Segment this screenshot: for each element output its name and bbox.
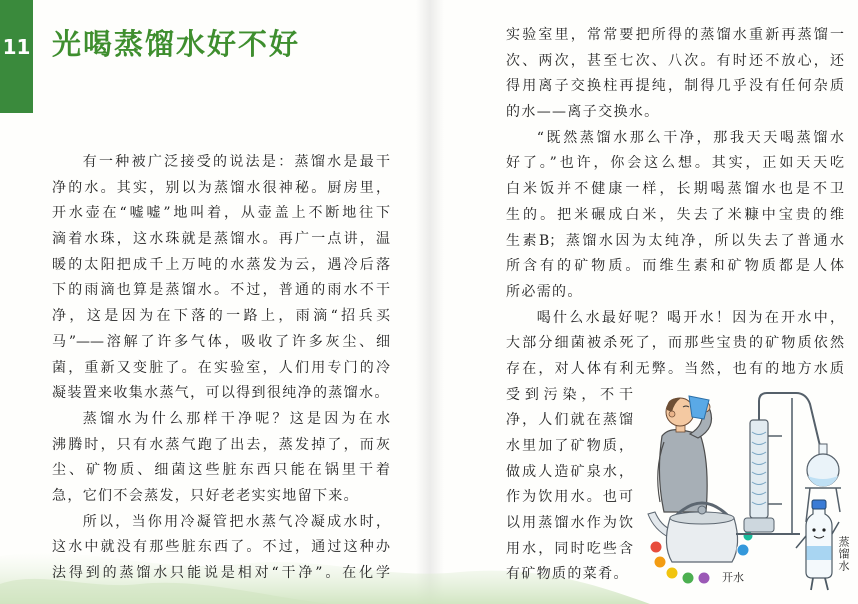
left-page-body — [52, 150, 390, 587]
text-line: 以用蒸馏水作为饮 — [506, 515, 633, 532]
text-line: 水里加了矿物质， — [506, 438, 633, 454]
text-line: 这水中就没有那些脏东西了。不过，通过这种办 — [52, 539, 390, 556]
page-number: 11 — [2, 35, 31, 59]
page-number-tab — [0, 0, 33, 113]
text-line: 生素B；蒸馏水因为太纯净，所以失去了普通水 — [506, 232, 844, 249]
text-line: 白米饭并不健康一样，长期喝蒸馏水也是不卫 — [506, 181, 844, 198]
paragraph — [52, 407, 390, 510]
book-gutter — [416, 0, 444, 604]
text-line: 马”——溶解了许多气体，吸收了许多灰尘、细 — [52, 333, 390, 350]
text-line: 好了。”也许，你会这么想。其实，正如天天吃 — [506, 155, 844, 172]
text-line: 净的水。其实，别以为蒸馏水很神秘。厨房里， — [52, 179, 390, 196]
text-line: 凝装置来收集水蒸气，可以得到很纯净的蒸馏水。 — [52, 385, 390, 402]
text-line: 急，它们不会蒸发，只好老老实实地留下来。 — [52, 487, 359, 504]
paragraph — [506, 126, 844, 306]
text-line: 所以，当你用冷凝管把水蒸气冷凝成水时， — [82, 513, 390, 530]
text-line: 沸腾时，只有水蒸气跑了出去，蒸发掉了，而灰 — [52, 436, 390, 453]
text-line: 实验室里，常常要把所得的蒸馏水重新再蒸馏一 — [506, 27, 844, 43]
text-line: 下的雨滴也算是蒸馏水。不过，普通的雨水不干 — [52, 282, 390, 299]
text-line: 蒸馏水为什么那样干净呢？这是因为在水 — [82, 410, 390, 427]
text-line: 菌，重新又变脏了。在实验室，人们用专门的冷 — [52, 359, 390, 376]
text-line: 暖的太阳把成千上万吨的水蒸发为云，遇冷后落 — [52, 256, 390, 273]
text-line: 存在，对人体有利无弊。当然，也有的地方水质 — [506, 360, 844, 377]
right-page-body — [506, 23, 844, 588]
text-line: 用水，同时吃些含 — [506, 540, 633, 557]
text-line: 大部分细菌被杀死了，而那些宝贵的矿物质依然 — [506, 335, 844, 352]
text-line: 作为饮用水。也可 — [506, 489, 633, 506]
text-line: 滴着水珠，这水珠就是蒸馏水。再广一点讲，温 — [52, 231, 390, 248]
kettle-label: 开水 — [722, 571, 744, 584]
text-line: 尘、矿物质、细菌这些脏东西只能在锅里干着 — [52, 462, 390, 479]
text-line: 喝什么水最好呢？喝开水！因为在开水中， — [536, 309, 844, 326]
text-line: 有一种被广泛接受的说法是：蒸馏水是最干 — [82, 154, 390, 170]
paragraph — [506, 23, 844, 126]
text-line: 开水壶在“嘘嘘”地叫着，从壶盖上不断地往下 — [52, 205, 390, 222]
bottle-label: 蒸馏水 — [837, 536, 850, 572]
text-line: 净，这是因为在下落的一路上，雨滴“招兵买 — [52, 308, 390, 325]
text-line: 受到污染，不干 — [506, 386, 633, 403]
text-line: 所含有的矿物质。而维生素和矿物质都是人体 — [506, 258, 844, 275]
text-line: “既然蒸馏水那么干净，那我天天喝蒸馏水 — [536, 129, 844, 146]
text-line: 做成人造矿泉水， — [506, 463, 633, 480]
text-line: 净，人们就在蒸馏 — [506, 412, 633, 429]
text-line: 法得到的蒸馏水只能说是相对“干净”。在化学 — [52, 565, 390, 581]
page-title: 光喝蒸馏水好不好 — [52, 27, 301, 61]
text-line: 次、两次，甚至七次、八次。有时还不放心，还 — [506, 52, 844, 69]
paragraph — [506, 306, 844, 589]
text-line: 得用离子交换柱再提纯，制得几乎没有任何杂质 — [506, 78, 844, 95]
paragraph — [52, 510, 390, 587]
text-line: 所必需的。 — [506, 283, 583, 300]
text-line: 生的。把米碾成白米，失去了米糠中宝贵的维 — [506, 206, 844, 223]
text-line: 的水——离子交换水。 — [506, 104, 660, 121]
paragraph — [52, 150, 390, 407]
text-line: 有矿物质的菜肴。 — [506, 566, 629, 583]
